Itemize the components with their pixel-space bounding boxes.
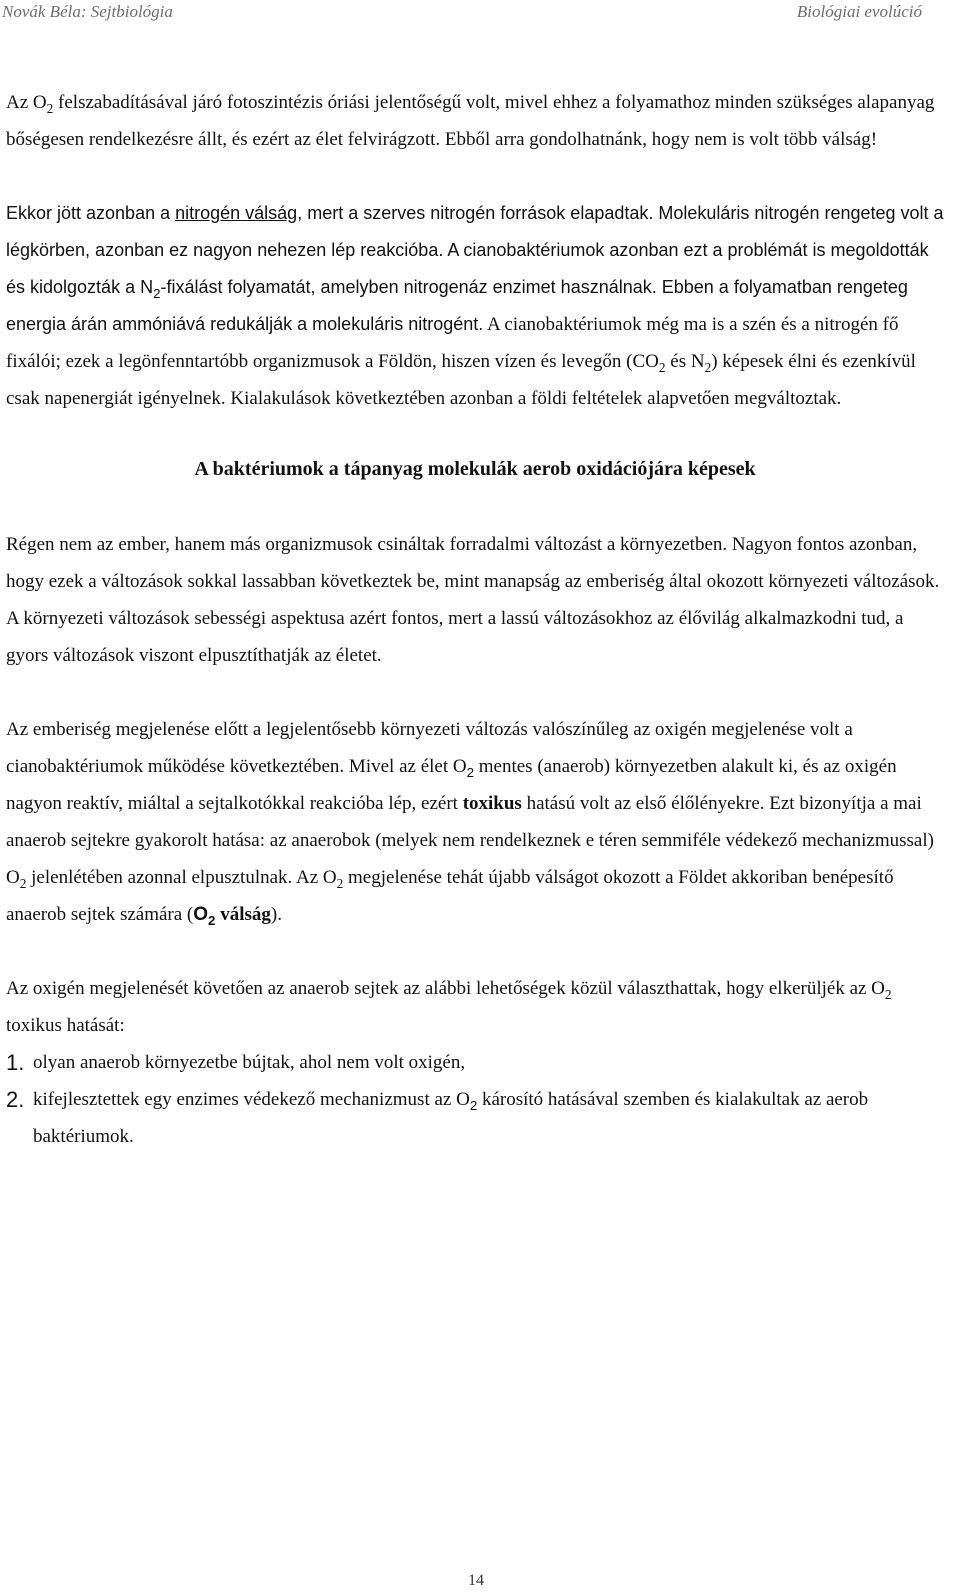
paragraph-anaerob-options: Az oxigén megjelenését követően az anaerob sejtek az alábbi lehetőségek közül választhattak, hogy elkerüljék az $O_2$ toxikus hatását:	[6, 978, 892, 1036]
paragraph-oxygen-appearance: Az emberiség megjelenése előtt a legjelentősebb környezeti változás valószínűleg az oxigén megjelenése volt a cianobaktériumok működése következtében. Mivel az élet $O_2$ mentes (anaerob) környezetben alakult ki, és az oxigén nagyon reaktív, miáltal a sejtalkotókkal reakcióba lép, ezért toxikus hatású volt az első élőlényekre. Ezt bizonyítja a mai anaerob sejtekre gyakorolt hatása: az anaerobok (melyek nem rendelkeznek e téren semmiféle védekező mechanizmussal) $O_2$ jelenlétében azonnal elpusztulnak. Az $O_2$ megjelenése tehát újabb válságot okozott a Földet akkoriban benépesítő anaerob sejtek számára ($O_2$ válság).	[6, 719, 934, 928]
list-item	[6, 1044, 944, 1081]
paragraph-environmental-change: Régen nem az ember, hanem más organizmusok csináltak forradalmi változást a környezetben. Nagyon fontos azonban, hogy ezek a változások sokkal lassabban következtek be, mint manapság az emberiség által okozott környezeti változások. A környezeti változások sebességi aspektusa azért fontos, mert a lassú változásokhoz az élővilág alkalmazkodni tud, a gyors változások viszont elpusztíthatják az életet.	[6, 534, 940, 666]
paragraph-nitrogen-crisis: Ekkor jött azonban a nitrogén válság, mert a szerves nitrogén források elapadtak. Molekuláris nitrogén rengeteg volt a légkörben, azonban ez nagyon nehezen lép reakcióba. A cianobaktériumok azonban ezt a problémát is megoldották és kidolgozták a $N_2$-fixálást folyamatát, amelyben nitrogenáz enzimet használnak. Ebben a folyamatban rengeteg energia árán ammóniává redukálják a molekuláris nitrogént. A cianobaktériumok még ma is a szén és a nitrogén fő fixálói; ezek a legönfenntartóbb organizmusok a Földön, hiszen vízen és levegőn ($CO_2$ és $N_2$) képesek élni és ezenkívül csak napenergiát igényelnek. Kialakulások következtében azonban a földi feltételek alapvetően megváltoztak.	[6, 203, 944, 409]
list-text: kifejlesztettek egy enzimes védekező mechanizmust az $O_2$ károsító hatásával szemben és kialakultak az aerob baktériumok.	[33, 1089, 869, 1147]
page-number: 14	[468, 1572, 484, 1589]
header-author-title: Novák Béla: Sejtbiológia	[2, 2, 173, 21]
list-item	[6, 1081, 944, 1155]
list-number: 1.	[6, 1050, 25, 1075]
list-text: olyan anaerob környezetbe bújtak, ahol nem volt oxigén,	[33, 1052, 466, 1073]
page-footer	[0, 1572, 960, 1590]
paragraph-o2-photosynthesis: Az $O_2$ felszabadításával járó fotoszintézis óriási jelentőségű volt, mivel ehhez a folyamathoz minden szükséges alapanyag bőségesen rendelkezésre állt, és ezért az élet felvirágzott. Ebből arra gondolhatnánk, hogy nem is volt több válság!	[6, 92, 935, 150]
header-chapter-title: Biológiai evolúció	[796, 2, 922, 21]
section-heading: A baktériumok a tápanyag molekulák aerob oxidációjára képesek	[194, 458, 756, 480]
toxic-term: toxikus	[462, 793, 522, 814]
page-body	[6, 84, 944, 1155]
o2-crisis-term: $O_2$ válság	[193, 904, 271, 928]
nitrogen-crisis-term: nitrogén válság	[175, 203, 298, 223]
page-header	[0, 0, 960, 26]
list-number: 2.	[6, 1087, 25, 1112]
